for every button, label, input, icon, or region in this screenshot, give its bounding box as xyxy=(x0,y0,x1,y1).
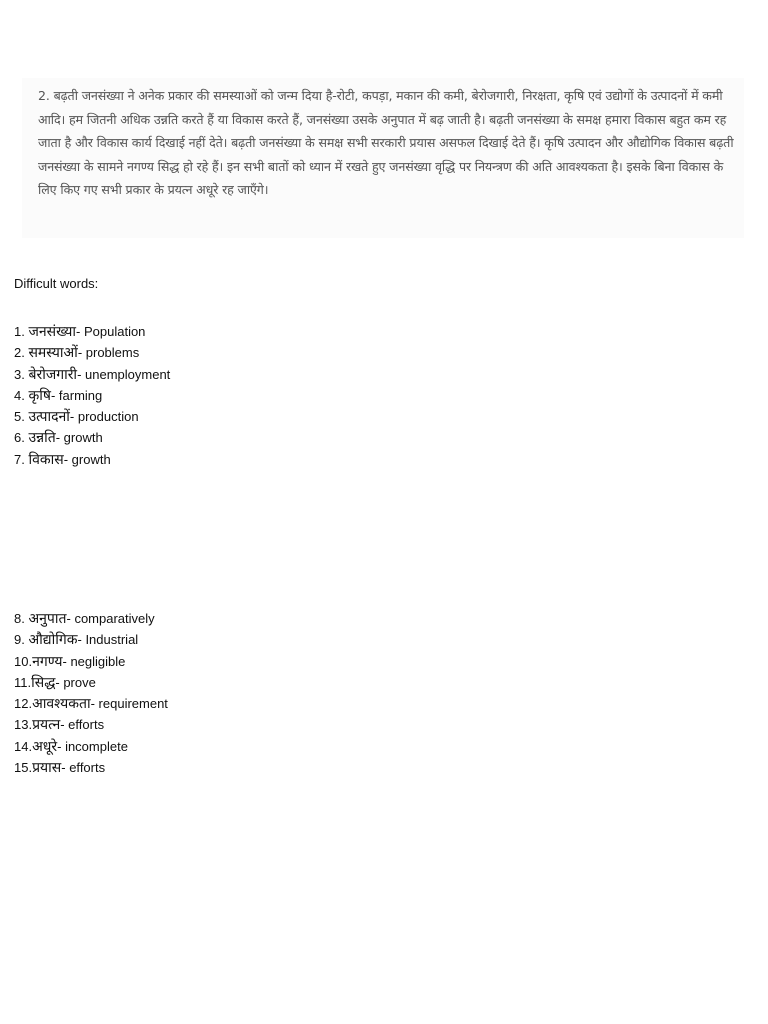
vocab-meaning: - unemployment xyxy=(77,366,171,382)
vocab-number: 15. xyxy=(14,760,33,776)
vocab-item xyxy=(14,449,170,470)
vocab-meaning: - growth xyxy=(63,451,111,467)
vocab-item xyxy=(14,321,170,342)
vocab-hindi-word: उत्पादनों xyxy=(28,409,70,426)
vocab-number: 5. xyxy=(14,409,29,425)
passage-text: 2. बढ़ती जनसंख्या ने अनेक प्रकार की समस्याओं को जन्म दिया है-रोटी, कपड़ा, मकान की कमी, बेरोजगारी, निरक्षता, कृषि एवं उद्योगों के उत्पादनों में कमी आदि। हम जितनी अधिक उन्नति करते हैं या विकास करते हैं, जनसंख्या उसके अनुपात में बढ़ जाती है। बढ़ती जनसंख्या के समक्ष हमारा विकास बहुत कम रह जाता है और विकास कार्य दिखाई नहीं देते। बढ़ती जनसंख्या के समक्ष सभी सरकारी प्रयास असफल दिखाई देते हैं। कृषि उत्पादन और औद्योगिक विकास बढ़ती जनसंख्या के सामने नगण्य सिद्ध हो रहे हैं। इन सभी बातों को ध्यान में रखते हुए जनसंख्या वृद्धि पर नियन्त्रण की अति आवश्यकता है। इसके बिना विकास के लिए किए गए सभी प्रकार के प्रयत्न अधूरे रह जाएँगे। xyxy=(38,88,734,198)
vocab-item xyxy=(14,693,168,714)
vocab-item xyxy=(14,736,168,757)
vocab-item xyxy=(14,757,168,778)
vocab-hindi-word: कृषि xyxy=(28,387,51,404)
vocab-meaning: - problems xyxy=(77,345,140,361)
vocab-item xyxy=(14,342,170,363)
vocab-meaning: - Industrial xyxy=(77,632,139,648)
vocab-item xyxy=(14,385,170,406)
vocab-hindi-word: नगण्य xyxy=(32,653,63,670)
vocab-list-part-2 xyxy=(14,608,168,778)
vocab-hindi-word: उन्नति xyxy=(28,430,56,447)
vocab-number: 13. xyxy=(14,717,33,733)
difficult-words-heading: Difficult words: xyxy=(14,276,99,291)
vocab-hindi-word: जनसंख्या xyxy=(28,324,77,340)
vocab-meaning: - negligible xyxy=(62,653,126,669)
vocab-meaning: - requirement xyxy=(90,696,168,712)
vocab-number: 11. xyxy=(14,674,32,690)
vocab-number: 1. xyxy=(14,324,29,339)
vocab-hindi-word: प्रयत्न xyxy=(32,717,61,734)
vocab-hindi-word: विकास xyxy=(28,451,64,468)
vocab-number: 2. xyxy=(14,345,29,361)
vocab-meaning: - prove xyxy=(55,674,96,690)
passage-block xyxy=(22,78,744,238)
vocab-item xyxy=(14,672,168,693)
vocab-item xyxy=(14,406,170,427)
vocab-hindi-word: अनुपात xyxy=(28,611,67,627)
vocab-item xyxy=(14,427,170,448)
vocab-meaning: - incomplete xyxy=(57,738,128,754)
vocab-number: 3. xyxy=(14,366,29,382)
vocab-number: 12. xyxy=(14,696,33,712)
vocab-meaning: - growth xyxy=(55,430,103,446)
vocab-hindi-word: बेरोजगारी xyxy=(28,366,78,383)
vocab-item xyxy=(14,629,168,650)
vocab-item xyxy=(14,714,168,735)
vocab-number: 10. xyxy=(14,653,33,669)
vocab-list-part-1 xyxy=(14,321,170,470)
vocab-hindi-word: सिद्ध xyxy=(31,674,56,691)
vocab-number: 14. xyxy=(14,738,33,754)
vocab-number: 4. xyxy=(14,387,29,403)
vocab-hindi-word: औद्योगिक xyxy=(28,632,78,649)
vocab-hindi-word: प्रयास xyxy=(32,760,62,777)
vocab-meaning: - farming xyxy=(50,387,103,403)
vocab-number: 6. xyxy=(14,430,29,446)
vocab-item xyxy=(14,364,170,385)
vocab-number: 9. xyxy=(14,632,29,648)
vocab-number: 7. xyxy=(14,451,29,467)
vocab-item xyxy=(14,651,168,672)
vocab-meaning: - Population xyxy=(76,324,146,339)
vocab-hindi-word: अधूरे xyxy=(32,738,58,755)
vocab-number: 8. xyxy=(14,611,29,626)
vocab-hindi-word: आवश्यकता xyxy=(32,696,91,713)
vocab-meaning: - efforts xyxy=(61,760,106,776)
vocab-item xyxy=(14,608,168,629)
vocab-meaning: - comparatively xyxy=(66,611,155,626)
vocab-meaning: - production xyxy=(69,409,139,425)
vocab-hindi-word: समस्याओं xyxy=(28,345,78,362)
vocab-meaning: - efforts xyxy=(60,717,105,733)
